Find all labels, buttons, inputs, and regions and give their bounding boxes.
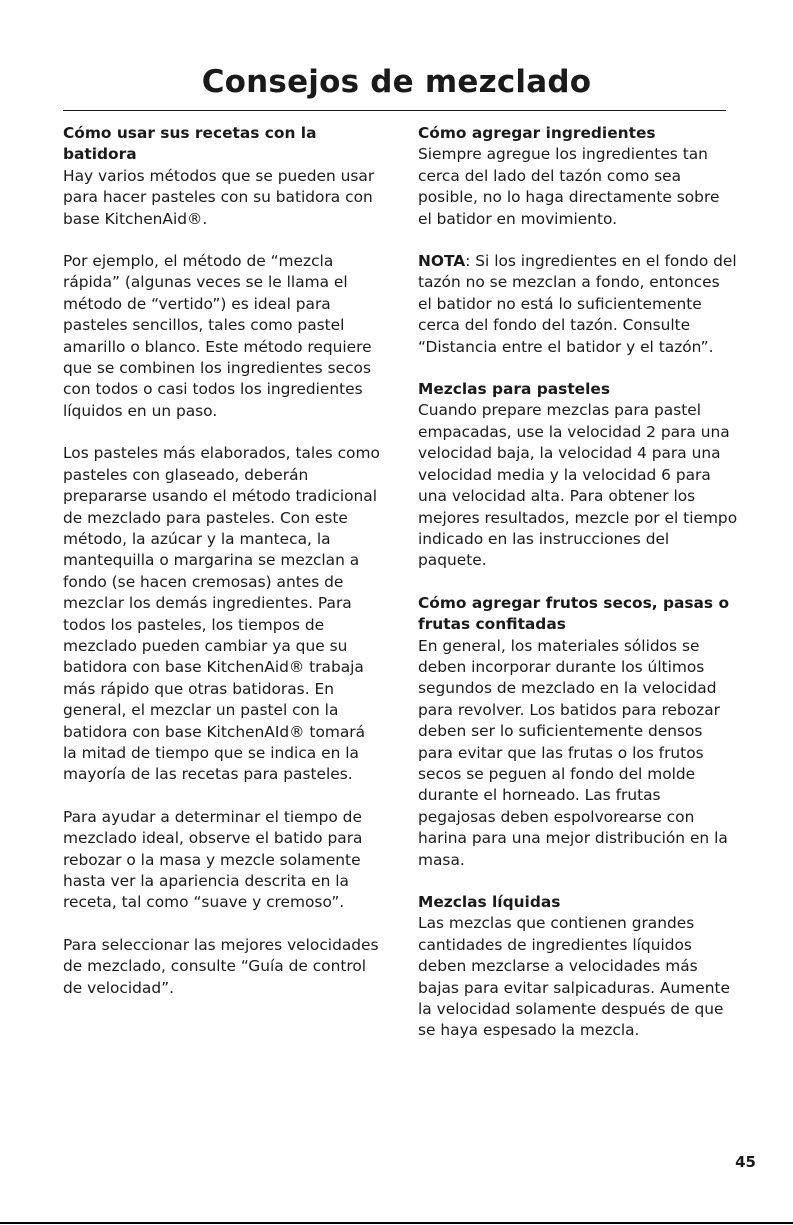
paragraph: Para seleccionar las mejores velocidades de mezclado, consulte “Guía de control de velocidad”. xyxy=(63,935,379,997)
paragraph: En general, los materiales sólidos se deben incorporar durante los últimos segundos de mezclado en la velocidad para revolver. Los batidos para rebozar deben ser lo suficientemente densos para evitar que las frutas o los frutos secos se peguen al fondo del molde durante el horneado. Las frutas pegajosas deben espolvorearse con harina para una mejor distribución en la masa. xyxy=(418,636,728,869)
paragraph: Hay varios métodos que se pueden usar para hacer pasteles con su batidora con base KitchenAid®. xyxy=(63,166,375,228)
section-heading-liquid-mixes: Mezclas líquidas xyxy=(418,893,561,911)
bottom-border xyxy=(0,1222,793,1224)
paragraph: Cuando prepare mezclas para pastel empacadas, use la velocidad 2 para una velocidad baja, la velocidad 4 para una velocidad media y la velocidad 6 para una velocidad alta. Para obtener los mejores resultados, mezcle por el tiempo indicado en las instrucciones del paquete. xyxy=(418,401,738,570)
left-column xyxy=(63,123,383,1020)
page-number: 45 xyxy=(735,1153,756,1171)
paragraph: Siempre agregue los ingredientes tan cerca del lado del tazón como sea posible, no lo haga directamente sobre el batidor en movimiento. xyxy=(418,145,720,228)
section-heading-cake-mixes: Mezclas para pasteles xyxy=(418,380,610,399)
paragraph: Por ejemplo, el método de “mezcla rápida” (algunas veces se le llama el método de “vertido”) es ideal para pasteles sencillos, tales como pastel amarillo o blanco. Este método requiere que se combinen los ingredientes secos con todos o casi todos los ingredientes líquidos en un paso. xyxy=(63,252,372,420)
title-divider xyxy=(63,110,726,111)
section-heading-adding-ingredients: Cómo agregar ingredientes xyxy=(418,124,656,142)
paragraph: Los pasteles más elaborados, tales como pasteles con glaseado, deberán prepararse usando el método tradicional de mezclado para pasteles. Con este método, la azúcar y la manteca, la mantequilla o margarina se mezclan a fondo (se hacen cremosas) antes de mezclar los demás ingredientes. Para todos los pasteles, los tiempos de mezclado pueden cambiar ya que su batidora con base KitchenAid® trabaja más rápido que otras batidoras. En general, el mezclar un pastel con la batidora con base KitchenAId® tomará la mitad de tiempo que se indica en la mayoría de las recetas para pasteles. xyxy=(63,444,380,784)
section-heading-nuts-fruits: Cómo agregar frutos secos, pasas o frutas confitadas xyxy=(418,593,730,634)
page-title: Consejos de mezclado xyxy=(201,64,592,100)
note-label: NOTA xyxy=(418,252,466,271)
note-text: : Si los ingredientes en el fondo del tazón no se mezclan a fondo, entonces el batidor no está lo suficientemente cerca del fondo del tazón. Consulte “Distancia entre el batidor y el tazón”. xyxy=(418,252,737,356)
paragraph: Las mezclas que contienen grandes cantidades de ingredientes líquidos deben mezclarse a velocidades más bajas para evitar salpicaduras. Aumente la velocidad solamente después de que se haya espesado la mezcla. xyxy=(418,914,730,1040)
note-paragraph xyxy=(418,251,738,358)
right-column xyxy=(418,123,738,1063)
paragraph: Para ayudar a determinar el tiempo de mezclado ideal, observe el batido para rebozar o la masa y mezcle solamente hasta ver la apariencia descrita en la receta, tal como “suave y cremoso”. xyxy=(63,807,363,912)
section-heading-recipes: Cómo usar sus recetas con la batidora xyxy=(63,124,317,164)
